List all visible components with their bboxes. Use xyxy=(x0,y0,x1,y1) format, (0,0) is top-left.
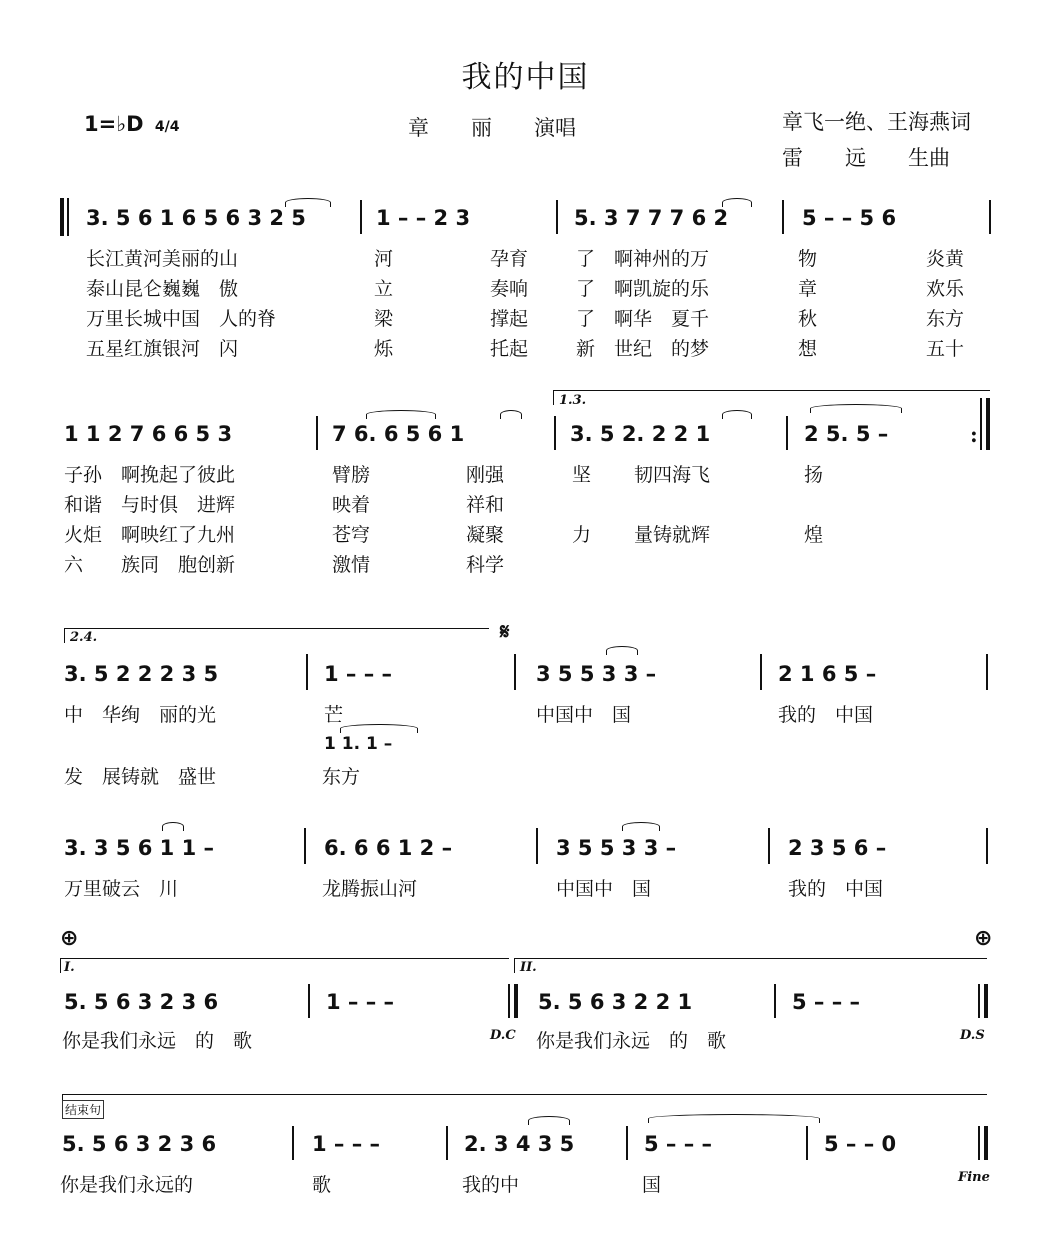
lyric: 了 啊凯旋的乐 xyxy=(576,278,710,300)
ending-label: 结束句 xyxy=(62,1100,104,1119)
lyric: 激情 xyxy=(332,554,371,576)
volta-bracket xyxy=(514,958,987,973)
lyric: 孕育 xyxy=(490,248,529,270)
barline xyxy=(514,984,518,1018)
lyric: 祥和 xyxy=(466,494,505,516)
lyric: 奏响 xyxy=(490,278,529,300)
lyric: 发 展铸就 盛世 xyxy=(64,766,217,788)
measure-notes: 6. 6 6 1 2 – xyxy=(324,836,453,860)
system-4 xyxy=(60,818,992,898)
system-6 xyxy=(60,1092,992,1202)
barline xyxy=(316,416,318,450)
lyric: 科学 xyxy=(466,554,505,576)
system-1 xyxy=(60,198,992,368)
system-5 xyxy=(60,926,992,1056)
barline xyxy=(292,1126,294,1160)
ds-marking: D.S xyxy=(960,1028,985,1043)
lyric: 万里破云 川 xyxy=(64,878,179,900)
lyric: 我的 中国 xyxy=(778,704,874,726)
measure-notes: 5 – – – xyxy=(792,990,861,1014)
lyric: 物 xyxy=(798,248,818,270)
repeat-dots: : xyxy=(970,422,978,447)
measure-notes: 1 – – – xyxy=(324,662,393,686)
volta-label: 2.4. xyxy=(70,630,98,645)
barline xyxy=(446,1126,448,1160)
lyric: 我的 中国 xyxy=(788,878,884,900)
measure-notes: 5. 5 6 3 2 2 1 xyxy=(538,990,693,1014)
lyricist-credit: 章飞一绝、王海燕词 xyxy=(782,110,971,134)
slur xyxy=(162,822,184,831)
lyric: 欢乐 xyxy=(926,278,965,300)
measure-notes: 2 5. 5 – xyxy=(804,422,889,446)
volta-label: 1.3. xyxy=(559,393,587,408)
coda-icon: ⊕ xyxy=(974,926,993,951)
measure-notes: 2. 3 4 3 5 xyxy=(464,1132,575,1156)
system-2 xyxy=(60,388,992,588)
lyric: 我的中 xyxy=(462,1174,520,1196)
lyric: 中 华绚 丽的光 xyxy=(64,704,217,726)
lyric: 东方 xyxy=(322,766,361,788)
lyric: 龙腾振山河 xyxy=(322,878,418,900)
coda-icon: ⊕ xyxy=(60,926,79,951)
barline xyxy=(978,984,980,1018)
slur xyxy=(810,404,902,413)
lyric: 想 xyxy=(798,338,818,360)
barline xyxy=(308,984,310,1018)
composer-credit: 雷 远 生曲 xyxy=(782,146,950,170)
repeat-end-barline xyxy=(986,398,990,450)
lyric: 五十 xyxy=(926,338,965,360)
lyric: 托起 xyxy=(490,338,529,360)
lyric: 韧四海飞 xyxy=(634,464,711,486)
lyric: 映着 xyxy=(332,494,371,516)
time-signature: 4/4 xyxy=(154,119,180,135)
lyric: 你是我们永远的 xyxy=(60,1174,194,1196)
lyric: 芒 xyxy=(324,704,344,726)
measure-notes: 5. 5 6 3 2 3 6 xyxy=(62,1132,217,1156)
barline xyxy=(514,654,516,690)
measure-notes: 5 – – 0 xyxy=(824,1132,897,1156)
lyric: 中国中 国 xyxy=(556,878,652,900)
lyric: 你是我们永远 的 歌 xyxy=(62,1030,253,1052)
measure-notes: 1 – – 2 3 xyxy=(376,206,471,230)
lyric: 河 xyxy=(374,248,394,270)
measure-notes: 5. 3 7 7 7 6 2 xyxy=(574,206,729,230)
measure-notes: 1 1 2 7 6 6 5 3 xyxy=(64,422,233,446)
barline xyxy=(304,828,306,864)
volta-bracket xyxy=(553,390,990,405)
slur xyxy=(528,1116,570,1125)
lyric: 梁 xyxy=(374,308,394,330)
measure-notes: 3 5 5 3 3 – xyxy=(556,836,677,860)
lyric: 凝聚 xyxy=(466,524,505,546)
barline xyxy=(986,654,988,690)
barline xyxy=(786,416,788,450)
lyric: 了 啊华 夏千 xyxy=(576,308,710,330)
lyric: 新 世纪 的梦 xyxy=(576,338,710,360)
volta-bracket xyxy=(64,628,489,643)
volta-label: I. xyxy=(64,960,75,975)
measure-notes: 2 1 6 5 – xyxy=(778,662,877,686)
barline xyxy=(508,984,510,1018)
lyric: 坚 xyxy=(572,464,592,486)
barline xyxy=(768,828,770,864)
lyric: 立 xyxy=(374,278,394,300)
performer-credit: 章 丽 演唱 xyxy=(408,116,576,140)
lyric: 东方 xyxy=(926,308,965,330)
barline xyxy=(774,984,776,1018)
lyric: 炎黄 xyxy=(926,248,965,270)
measure-notes: 3. 5 2 2 2 3 5 xyxy=(64,662,219,686)
slur xyxy=(722,410,752,419)
key-signature: 1=♭D xyxy=(84,112,144,136)
slur xyxy=(622,822,660,831)
lyric: 中国中 国 xyxy=(536,704,632,726)
measure-notes: 1 – – – xyxy=(326,990,395,1014)
lyric: 歌 xyxy=(312,1174,332,1196)
barline xyxy=(986,828,988,864)
lyric: 扬 xyxy=(804,464,824,486)
lyric: 万里长城中国 人的脊 xyxy=(86,308,277,330)
measure-notes: 5 – – 5 6 xyxy=(802,206,897,230)
lyric: 煌 xyxy=(804,524,824,546)
slur xyxy=(648,1114,820,1123)
alternate-notes: 1 1. 1 – xyxy=(324,734,393,754)
measure-notes: 3. 3 5 6 1 1 – xyxy=(64,836,215,860)
lyric: 你是我们永远 的 歌 xyxy=(536,1030,727,1052)
segno-icon: 𝄋 xyxy=(500,620,510,645)
barline xyxy=(536,828,538,864)
volta-bracket xyxy=(60,958,509,973)
volta-label: II. xyxy=(520,960,537,975)
barline xyxy=(360,200,362,234)
measure-notes: 2 3 5 6 – xyxy=(788,836,887,860)
measure-notes: 3. 5 2. 2 2 1 xyxy=(570,422,711,446)
slur xyxy=(366,410,436,419)
final-barline xyxy=(984,1126,988,1160)
lyric: 泰山昆仑巍巍 傲 xyxy=(86,278,239,300)
barline xyxy=(978,1126,980,1160)
measure-notes: 1 – – – xyxy=(312,1132,381,1156)
lyric: 撑起 xyxy=(490,308,529,330)
measure-notes: 3. 5 6 1 6 5 6 3 2 5 xyxy=(86,206,306,230)
system-3 xyxy=(60,620,992,790)
fine-marking: Fine xyxy=(958,1170,990,1185)
lyric: 火炬 啊映红了九州 xyxy=(64,524,236,546)
lyric: 量铸就辉 xyxy=(634,524,711,546)
lyric: 六 族同 胞创新 xyxy=(64,554,236,576)
slur xyxy=(500,410,522,419)
lyric: 和谐 与时俱 进辉 xyxy=(64,494,236,516)
barline xyxy=(806,1126,808,1160)
key-time-signature xyxy=(84,112,179,136)
lyric: 五星红旗银河 闪 xyxy=(86,338,239,360)
barline xyxy=(760,654,762,690)
lyric: 章 xyxy=(798,278,818,300)
lyric: 国 xyxy=(642,1174,662,1196)
lyric: 力 xyxy=(572,524,592,546)
barline xyxy=(626,1126,628,1160)
barline xyxy=(556,200,558,234)
barline xyxy=(782,200,784,234)
song-title: 我的中国 xyxy=(461,60,590,95)
barline xyxy=(306,654,308,690)
measure-notes: 7 6. 6 5 6 1 xyxy=(332,422,465,446)
barline xyxy=(554,416,556,450)
lyric: 刚强 xyxy=(466,464,505,486)
lyric: 烁 xyxy=(374,338,394,360)
ending-bracket xyxy=(62,1094,987,1109)
barline xyxy=(984,984,988,1018)
barline xyxy=(980,398,982,450)
dc-marking: D.C xyxy=(490,1028,516,1043)
slur xyxy=(340,724,418,733)
measure-notes: 3 5 5 3 3 – xyxy=(536,662,657,686)
lyric: 苍穹 xyxy=(332,524,371,546)
measure-notes: 5 – – – xyxy=(644,1132,713,1156)
lyric: 秋 xyxy=(798,308,818,330)
lyric: 了 啊神州的万 xyxy=(576,248,710,270)
barline xyxy=(989,200,991,234)
measure-notes: 5. 5 6 3 2 3 6 xyxy=(64,990,219,1014)
lyric: 子孙 啊挽起了彼此 xyxy=(64,464,236,486)
lyric: 长江黄河美丽的山 xyxy=(86,248,239,270)
slur xyxy=(606,646,638,655)
lyric: 臂膀 xyxy=(332,464,371,486)
